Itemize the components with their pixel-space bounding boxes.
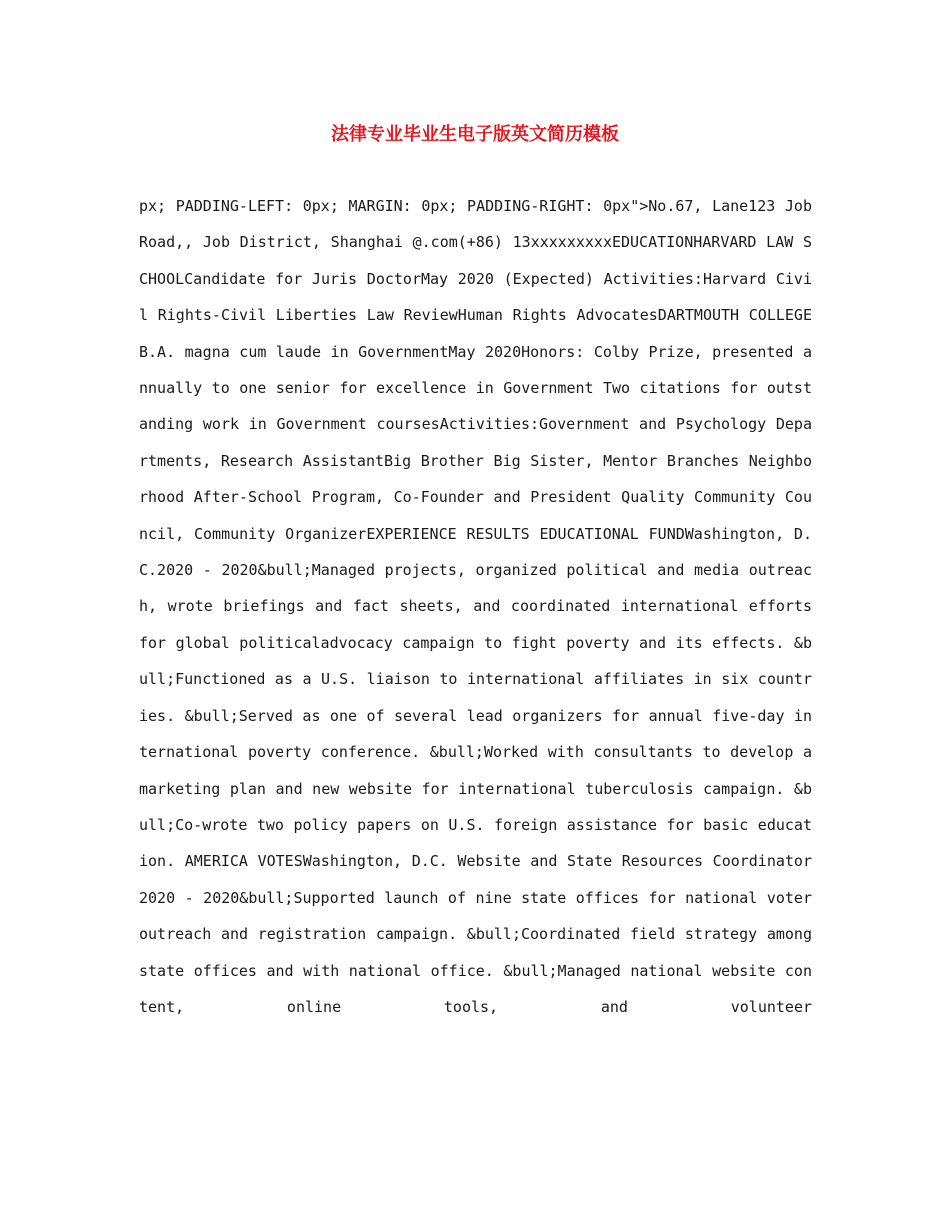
document-title: 法律专业毕业生电子版英文简历模板	[331, 124, 619, 145]
resume-body-text: px; PADDING-LEFT: 0px; MARGIN: 0px; PADDING-RIGHT: 0px">No.67, Lane123 Job Road,, Job District, Shanghai @.com(+86) 13xxxxxxxxxEDUCATIONHARVARD LAW SCHOOLCandidate for Juris DoctorMay 2020 (Expected) Activities:Harvard Civil Rights-Civil Liberties Law ReviewHuman Rights AdvocatesDARTMOUTH COLLEGEB.A. magna cum laude in GovernmentMay 2020Honors: Colby Prize, presented annually to one senior for excellence in Government Two citations for outstanding work in Government coursesActivities:Government and Psychology Departments, Research AssistantBig Brother Big Sister, Mentor Branches Neighborhood After-School Program, Co-Founder and President Quality Community Council, Community OrganizerEXPERIENCE RESULTS EDUCATIONAL FUNDWashington, D.C.2020 - 2020&bull;Managed projects, organized political and media outreach, wrote briefings and fact sheets, and coordinated international efforts for global politicaladvocacy campaign to fight poverty and its effects. &bull;Functioned as a U.S. liaison to international affiliates in six countries. &bull;Served as one of several lead organizers for annual five-day international poverty conference. &bull;Worked with consultants to develop a marketing plan and new website for international tuberculosis campaign. &bull;Co-wrote two policy papers on U.S. foreign assistance for basic education. AMERICA VOTESWashington, D.C. Website and State Resources Coordinator 2020 - 2020&bull;Supported launch of nine state offices for national voter outreach and registration campaign. &bull;Coordinated field strategy among state offices and with national office. &bull;Managed national website content, online tools, and volunteer	[139, 197, 812, 1016]
